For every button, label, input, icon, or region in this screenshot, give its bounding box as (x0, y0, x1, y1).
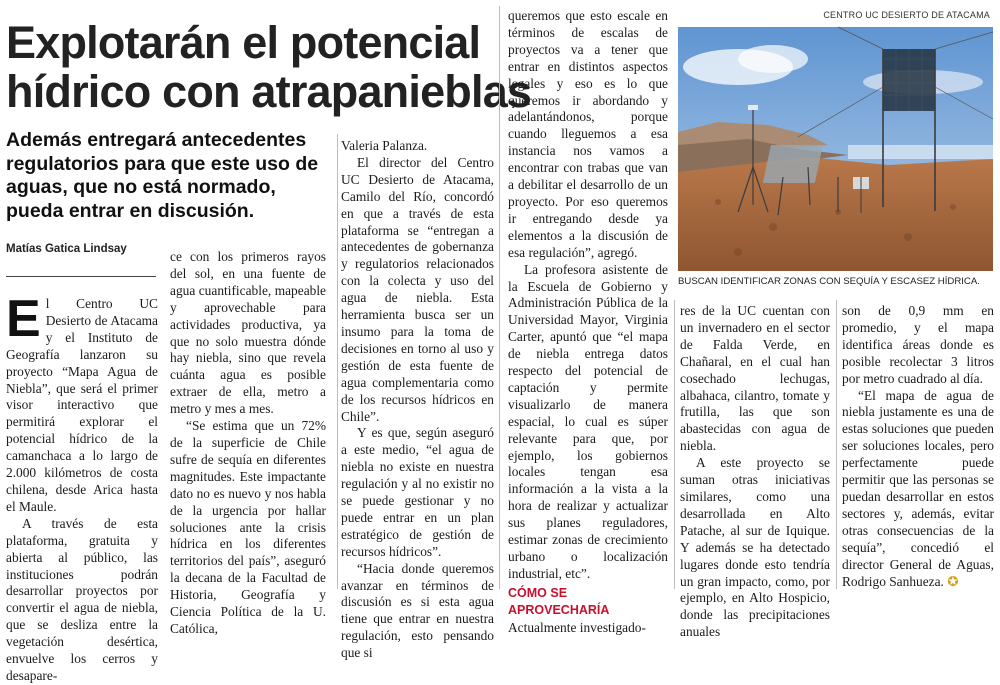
column-rule (674, 300, 675, 589)
paragraph: son de 0,9 mm en promedio, y el mapa identifica áreas donde es posible recolectar 3 litros por metro cuadrado al día. (842, 303, 994, 386)
lead-text: l Centro UC Desierto de Atacama y el Instituto de Geografía lanzaron su proyecto “Mapa Agua de Niebla”, que será el primer visor interactivo que permitirá explorar el potencial hídrico de la camanchaca a lo largo de 2.000 kilómetros de costa chilena, desde Arica hasta el Maule. (6, 296, 158, 514)
byline: Matías Gatica Lindsay (6, 243, 127, 255)
end-mark-icon: ✪ (947, 573, 959, 589)
quote-paragraph: “Se estima que un 72% de la superficie de Chile sufre de sequía en diferentes magnitudes. Este impactante dato no es nuevo y nos habla de la urgencia por hallar soluciones ante la crisis hídrica en los diferentes territorios del país”, aseguró la decana de la Facultad de Historia, Geografía y Ciencia Política de la U. Católica, (170, 418, 326, 636)
article-photo (678, 27, 993, 271)
article-column-5 (680, 303, 830, 640)
paragraph: Actualmente investigado- (508, 619, 646, 635)
closing-text: “El mapa de agua de niebla justamente es una de estas soluciones que pueden ser soluciones locales, pero perfectamente puede permitir que las personas se puedan desarrollar en estos sectores y, además, evitar otras consecuencias de la sequía”, concedió el director General de Aguas, Rodrigo Sanhueza. (842, 387, 994, 589)
photo-credit: CENTRO UC DESIERTO DE ATACAMA (823, 10, 990, 20)
paragraph: Y es que, según aseguró a este medio, “el agua de niebla no existe en nuestra regulación y al no existir no se puede gestionar y no puede entrar en un plan estratégico de gestión de recursos hídricos”. (341, 425, 494, 559)
column-rule (836, 300, 837, 589)
paragraph: A este proyecto se suman otras iniciativas similares, como una desarrollada en Alto Patache, al sur de Iquique. Y además se ha detectado lugares donde esto tendría un gran impacto, como, por ejemplo, en Alto Hospicio, donde las precipitaciones anuales (680, 455, 830, 640)
article-column-1 (6, 290, 158, 683)
headline-line-2: hídrico con atrapanieblas (6, 66, 532, 117)
paragraph: El director del Centro UC Desierto de Atacama, Camilo del Río, concordó en que a través de esta plataforma se “entregan a antecedentes de gobernanza y regulatorios relacionados con la colecta y uso del agua de niebla. Esta herramienta busca ser un insumo para la toma de decisiones en torno al uso y gestión de esta fuente de agua complementaria como de los recursos hídricos en Chile”. (341, 154, 494, 424)
paragraph: queremos que esto escale en términos de escalas de proyectos va a tener que entrar en distintos aspectos legales y eso es lo que queremos ir abordando y adelantándonos, porque cuando lleguemos a esa instancia nos vamos a encontrar con trabas que van a debilitar el desarrollo de un proyecto. Por eso queremos ir entregando desde ya elementos a la discusión de esa regulación”, agregó. (508, 8, 668, 260)
paragraph: A través de esta plataforma, gratuita y abierta al público, las instituciones podrán desarrollar proyectos por convertir el agua de niebla, que se desliza entre la vegetación desértica, envuelve los cerros y desapare- (6, 515, 158, 683)
headline-line-1: Explotarán el potencial (6, 17, 481, 68)
column-rule (499, 6, 500, 589)
closing-paragraph (842, 388, 994, 591)
headline (6, 17, 532, 117)
quote-paragraph: “Hacia donde queremos avanzar en términos de discusión es si esta agua tiene que entrar en nuestra regulación, esto pensando que si (341, 560, 494, 661)
byline-rule (6, 276, 156, 277)
article-column-4 (508, 8, 668, 635)
article-column-3 (341, 138, 494, 661)
paragraph: La profesora asistente de la Escuela de Gobierno y Administración Pública de la Universidad Mayor, Virginia Carter, apuntó que “el mapa de niebla entrega datos respecto del potencial de captación y permite visualizarlo de manera espacial, lo cual es súper relevante para que, por ejemplo, los gobiernos locales tengan esa información a la vista a la hora de realizar y actualizar sus planes reguladores, estimar zonas de crecimiento urbano o localización industrial, etc”. (508, 261, 668, 581)
drop-cap: E (6, 290, 41, 348)
article-column-2 (170, 249, 326, 636)
photo-caption: BUSCAN IDENTIFICAR ZONAS CON SEQUÍA Y ESCASEZ HÍDRICA. (678, 276, 980, 287)
paragraph: res de la UC cuentan con un invernadero en el sector de Falda Verde, en Chañaral, en el cual han cosechado lechugas, albahaca, cilantro, tomate y frutilla, las que son abastecidas con agua de niebla. (680, 303, 830, 454)
paragraph: ce con los primeros rayos del sol, en una fuente de agua cuantificable, mapeable y aprovechable para actividades productiva, ya que no solo muestra dónde hay niebla, sino que revela cuánta agua es posible extraer de ella, metro a metro y mes a mes. (170, 249, 326, 417)
section-heading: CÓMO SE APROVECHARÍA (508, 585, 610, 617)
lead-paragraph (6, 290, 158, 516)
fog-catcher-photo (678, 27, 993, 271)
column-rule (337, 134, 338, 589)
paragraph: Valeria Palanza. (341, 138, 428, 153)
subheadline: Además entregará antecedentes regulatorios para que este uso de aguas, que no está normado, pueda entrar en discusión. (6, 129, 319, 222)
article-column-6 (842, 303, 994, 590)
